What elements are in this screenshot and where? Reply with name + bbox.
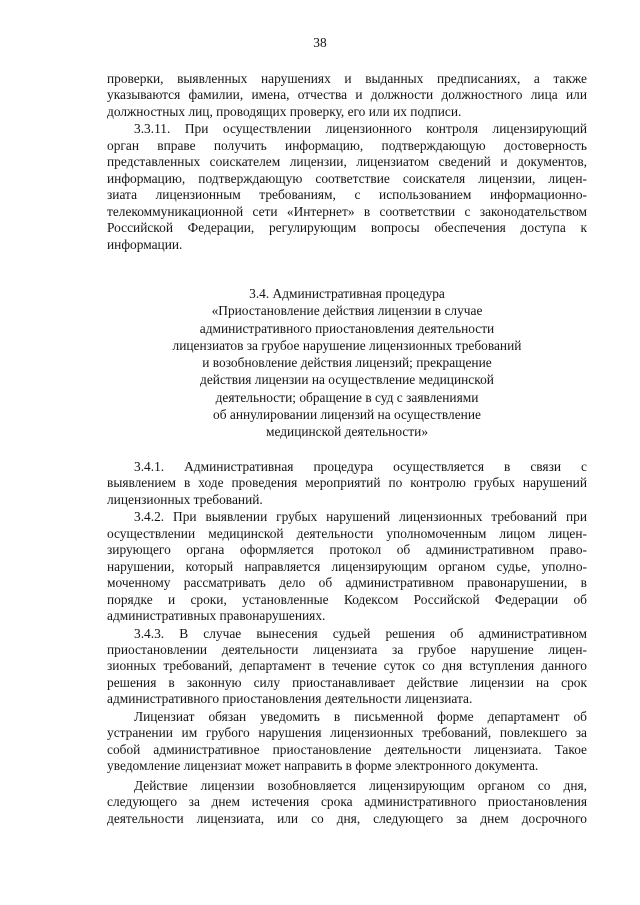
text-line: следующего за днем истечения срока административного приостановления xyxy=(107,794,587,810)
text-line: проверки, выявленных нарушениях и выданных предписаниях, а также xyxy=(107,71,587,86)
paragraph-p-3-4-2 xyxy=(107,509,587,624)
text-line: информации. xyxy=(107,236,183,252)
text-line: орган вправе получить информацию, подтверждающую достоверность xyxy=(107,137,587,153)
heading-line: административного приостановления деятельности xyxy=(199,320,495,336)
text-line: зирующего органа оформляется протокол об административном право- xyxy=(107,542,587,558)
heading-line: действия лицензии на осуществление медицинской xyxy=(200,372,494,388)
text-line: зионных требований, департамент в течение суток со дня вступления данного xyxy=(107,658,587,674)
text-line: лицензионных требований. xyxy=(107,491,263,507)
paragraph-p-renewal xyxy=(107,778,587,827)
heading-line: медицинской деятельности» xyxy=(265,424,429,440)
heading-line: «Приостановление действия лицензии в случае xyxy=(211,303,483,319)
text-line: деятельности лицензиата, или со дня, следующего за днем досрочного xyxy=(107,810,587,826)
heading-line: деятельности; обращение в суд с заявлениями xyxy=(215,389,479,405)
paragraph-p-cont xyxy=(107,71,587,120)
heading-line: и возобновление действия лицензий; прекращение xyxy=(202,355,492,371)
text-line: административных правонарушениях. xyxy=(107,608,326,624)
paragraph-p-obligation xyxy=(107,709,587,775)
paragraph-p-3-3-11 xyxy=(107,121,587,253)
text-line: моченному рассматривать дело об административном правонарушении, в xyxy=(107,575,587,591)
text-line: нарушении, который направляется лицензирующим органом судье, уполно- xyxy=(107,558,587,574)
text-line: уведомление лицензиат может направить в форме электронного документа. xyxy=(107,758,539,774)
page-number: 38 xyxy=(313,35,327,50)
heading-line: об аннулировании лицензий на осуществление xyxy=(213,407,481,423)
body-text-bottom xyxy=(107,459,587,827)
heading-line: лицензиатов за грубое нарушение лицензионных требований xyxy=(172,337,522,353)
text-line: указываются фамилии, имена, отчества и должности должностного лица или xyxy=(107,87,587,103)
text-line: зиата лицензионным требованиям, с использованием информационно- xyxy=(107,187,587,203)
paragraph-p-3-4-1 xyxy=(107,459,587,508)
text-line: 3.3.11. При осуществлении лицензионного контроля лицензирующий xyxy=(134,121,587,137)
section-heading xyxy=(107,285,587,441)
text-line: 3.4.2. При выявлении грубых нарушений лицензионных требований при xyxy=(134,509,587,525)
text-line: Российской Федерации, регулирующим вопросы обеспечения доступа к xyxy=(107,220,587,236)
text-line: 3.4.1. Административная процедура осуществляется в связи с xyxy=(134,459,587,474)
text-line: 3.4.3. В случае вынесения судьей решения об административном xyxy=(134,625,587,641)
text-line: порядке и сроки, установленные Кодексом Российской Федерации об xyxy=(107,591,587,607)
text-line: административного приостановления деятельности лицензиата. xyxy=(107,691,473,707)
text-line: выявлением в ходе проведения мероприятий по контролю грубых нарушений xyxy=(107,475,587,491)
text-line: приостановлении деятельности лицензиата за грубое нарушение лицен- xyxy=(107,641,587,657)
text-line: осуществлении медицинской деятельности уполномоченным лицом лицен- xyxy=(107,525,587,541)
body-text-top xyxy=(107,71,587,253)
text-line: Действие лицензии возобновляется лицензирующим органом со дня, xyxy=(134,777,587,793)
heading-line: 3.4. Административная процедура xyxy=(249,286,445,301)
text-line: телекоммуникационной сети «Интернет» в соответствии с законодательством xyxy=(107,203,587,219)
text-line: информацию, подтверждающую соответствие соискателя лицензии, лицен- xyxy=(107,170,587,186)
text-line: устранении им грубого нарушения лицензионных требований, повлекшего за xyxy=(107,725,587,741)
text-line: собой административное приостановление деятельности лицензиата. Такое xyxy=(107,741,587,757)
text-line: представленных соискателем лицензии, лицензиатом сведений и документов, xyxy=(107,154,587,170)
text-line: Лицензиат обязан уведомить в письменной форме департамент об xyxy=(134,708,587,724)
paragraph-p-3-4-3 xyxy=(107,626,587,708)
text-line: должностных лиц, проводящих проверку, его или их подписи. xyxy=(107,103,462,119)
text-line: решения в законную силу приостанавливает действие лицензии на срок xyxy=(107,674,587,690)
